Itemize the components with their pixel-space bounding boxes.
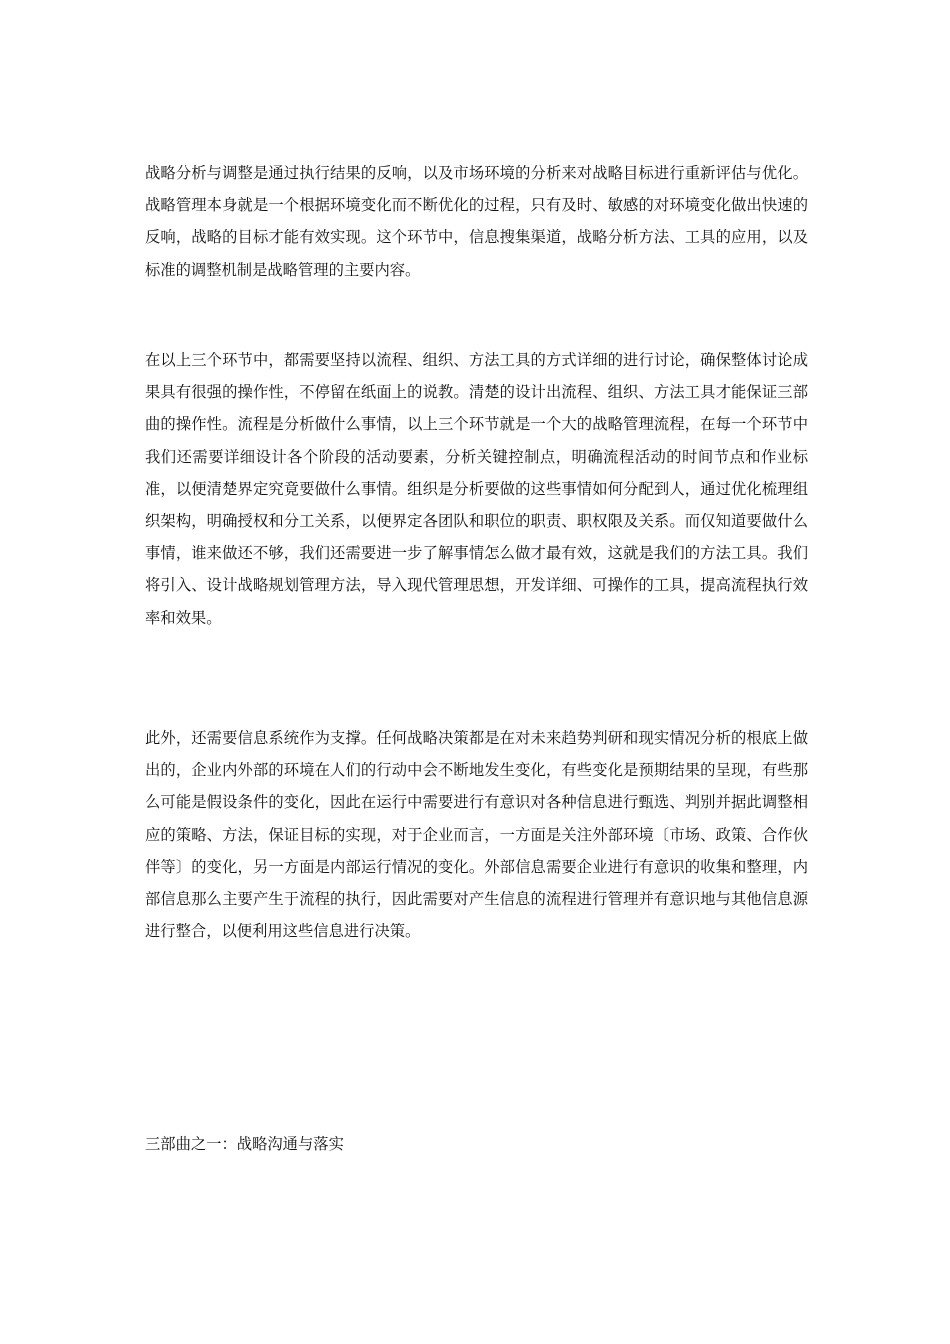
paragraph-process-organization-tools: 在以上三个环节中，都需要坚持以流程、组织、方法工具的方式详细的进行讨论，确保整体讨论成果具有很强的操作性，不停留在纸面上的说教。清楚的设计出流程、组织、方法工具才能保证三部曲的操作性。流程是分析做什么事情，以上三个环节就是一个大的战略管理流程，在每一个环节中我们还需要详细设计各个阶段的活动要素，分析关键控制点，明确流程活动的时间节点和作业标准，以便清楚界定究竟要做什么事情。组织是分析要做的这些事情如何分配到人，通过优化梳理组织架构，明确授权和分工关系，以便界定各团队和职位的职责、职权限及关系。而仅知道要做什么事情，谁来做还不够，我们还需要进一步了解事情怎么做才最有效，这就是我们的方法工具。我们将引入、设计战略规划管理方法，导入现代管理思想，开发详细、可操作的工具，提高流程执行效率和效果。 <box>145 351 808 627</box>
section-heading: 三部曲之一：战略沟通与落实 <box>145 1135 344 1153</box>
paragraph-strategy-analysis: 战略分析与调整是通过执行结果的反响，以及市场环境的分析来对战略目标进行重新评估与优化。战略管理本身就是一个根据环境变化而不断优化的过程，只有及时、敏感的对环境变化做出快速的反响，战略的目标才能有效实现。这个环节中，信息搜集渠道，战略分析方法、工具的应用，以及标准的调整机制是战略管理的主要内容。 <box>145 164 808 279</box>
paragraph-information-system: 此外，还需要信息系统作为支撑。任何战略决策都是在对未来趋势判研和现实情况分析的根底上做出的，企业内外部的环境在人们的行动中会不断地发生变化，有些变化是预期结果的呈现，有些那么可能是假设条件的变化，因此在运行中需要进行有意识对各种信息进行甄选、判别并据此调整相应的策略、方法，保证目标的实现，对于企业而言，一方面是关注外部环境〔市场、政策、合作伙伴等〕的变化，另一方面是内部运行情况的变化。外部信息需要企业进行有意识的收集和整理，内部信息那么主要产生于流程的执行，因此需要对产生信息的流程进行管理并有意识地与其他信息源进行整合，以便利用这些信息进行决策。 <box>145 729 808 941</box>
